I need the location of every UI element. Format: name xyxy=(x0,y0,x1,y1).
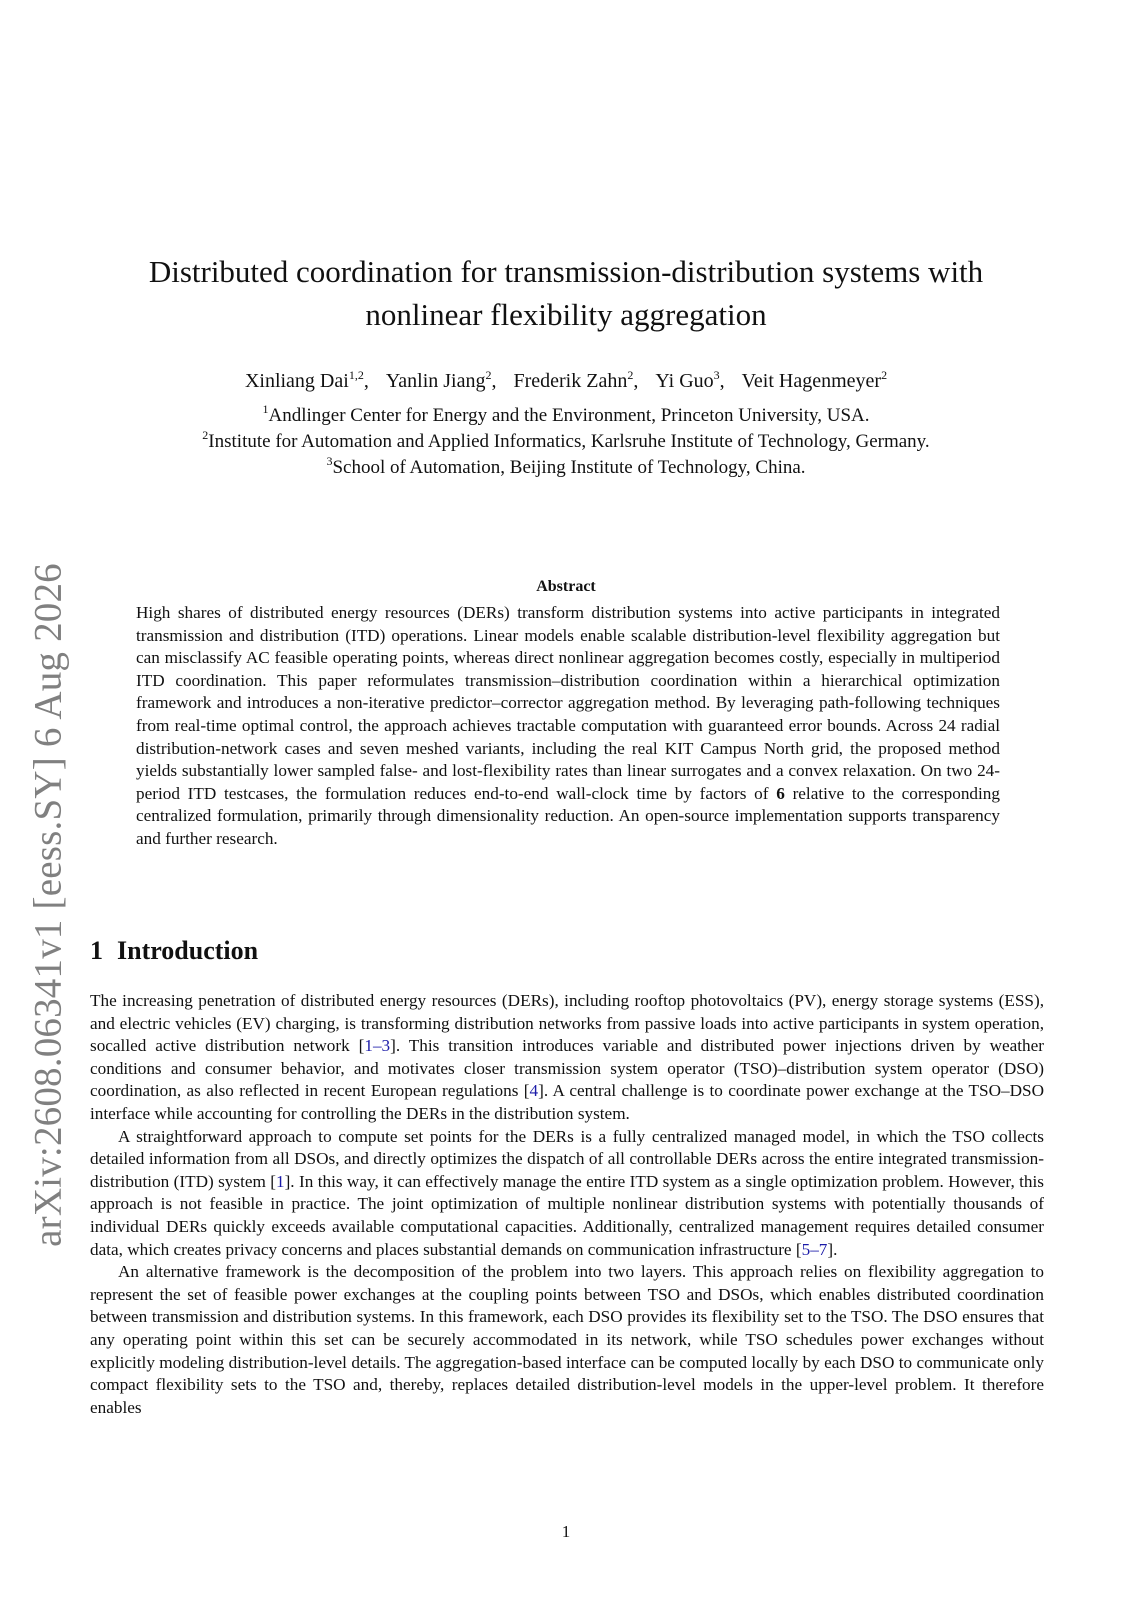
author: Yi Guo$^3$, xyxy=(655,368,725,392)
section-body xyxy=(90,990,1044,1419)
abstract-bold-factor: 6 xyxy=(776,783,785,803)
citation-link[interactable]: 4 xyxy=(529,1081,539,1101)
title-line-1: Distributed coordination for transmission-distribution systems with xyxy=(148,254,984,289)
abstract-heading: Abstract xyxy=(536,578,596,595)
author: Veit Hagenmeyer$^2$ xyxy=(741,368,888,392)
citation-link[interactable]: 5–7 xyxy=(801,1239,828,1259)
arxiv-identifier-stamp: arXiv:2608.06341v1 [eess.SY] 6 Aug 2026 xyxy=(26,563,70,1247)
affiliation: $^2$Institute for Automation and Applied Informatics, Karlsruhe Institute of Technology, Germany. xyxy=(202,428,930,452)
section-title: Introduction xyxy=(117,936,259,965)
page-number: 1 xyxy=(561,1522,571,1541)
affiliation: $^3$School of Automation, Beijing Institute of Technology, China. xyxy=(326,454,806,478)
citation-link[interactable]: 1–3 xyxy=(364,1036,391,1056)
paragraph: A straightforward approach to compute set points for the DERs is a fully centralized managed model, in which the TSO collects detailed information from all DSOs, and directly optimizes the dispatch of all controllable DERs across the entire integrated transmission-distribution (ITD) system [1]. In this way, it can effectively manage the entire ITD system as a single optimization problem. However, this approach is not feasible in practice. The joint optimization of multiple nonlinear distribution systems with potentially thousands of individual DERs quickly exceeds available computational capacities. Additionally, centralized management requires detailed consumer data, which creates privacy concerns and places substantial demands on communication infrastructure [5–7]. xyxy=(90,1126,1044,1259)
author-list xyxy=(0,370,1132,393)
author: Xinliang Dai$^{1,2}$, xyxy=(244,368,369,392)
affiliation-list xyxy=(0,403,1132,481)
section-number: 1 xyxy=(90,936,103,965)
author: Yanlin Jiang$^2$, xyxy=(385,368,497,392)
citation-link[interactable]: 1 xyxy=(275,1171,285,1191)
paragraph: The increasing penetration of distributed energy resources (DERs), including rooftop photovoltaics (PV), energy storage systems (ESS), and electric vehicles (EV) charging, is transforming distribution networks from passive loads into active participants in system operation, socalled active distribution network [1–3]. This transition introduces variable and distributed power injections driven by weather conditions and consumer behavior, and motivates closer transmission system operator (TSO)–distribution system operator (DSO) coordination, as also reflected in recent European regulations [4]. A central challenge is to coordinate power exchange at the TSO–DSO interface while accounting for controlling the DERs in the distribution system. xyxy=(90,991,1044,1123)
author: Frederik Zahn$^2$, xyxy=(513,368,639,392)
section-heading xyxy=(90,936,258,966)
affiliation: $^1$Andlinger Center for Energy and the Environment, Princeton University, USA. xyxy=(262,402,870,426)
paragraph: An alternative framework is the decomposition of the problem into two layers. This approach relies on flexibility aggregation to represent the set of feasible power exchanges at the coupling points between TSO and DSOs, which enables distributed coordination between transmission and distribution systems. In this framework, each DSO provides its flexibility set to the TSO. The DSO ensures that any operating point within this set can be securely accommodated in its network, while TSO schedules power exchanges without explicitly modeling distribution-level details. The aggregation-based interface can be computed locally by each DSO to communicate only compact flexibility sets to the TSO and, thereby, replaces detailed distribution-level models in the upper-level problem. It therefore enables xyxy=(90,1262,1044,1417)
paper-title xyxy=(0,250,1132,336)
abstract-text: High shares of distributed energy resources (DERs) transform distribution systems into active participants in integrated transmission and distribution (ITD) operations. Linear models enable scalable distribution-level flexibility aggregation but can misclassify AC feasible operating points, whereas direct nonlinear aggregation becomes costly, especially in multiperiod ITD coordination. This paper reformulates transmission–distribution coordination within a hierarchical optimization framework and introduces a non-iterative predictor–corrector aggregation method. By leveraging path-following techniques from real-time optimal control, the approach achieves tractable computation with guaranteed error bounds. Across 24 radial distribution-network cases and seven meshed variants, including the real KIT Campus North grid, the proposed method yields substantially lower sampled false- and lost-flexibility rates than linear surrogates and a convex relaxation. On two 24-period ITD testcases, the formulation reduces end-to-end wall-clock time by factors of 6 relative to the corresponding centralized formulation, primarily through dimensionality reduction. An open-source implementation supports transparency and further research. xyxy=(136,603,1000,848)
title-line-2: nonlinear flexibility aggregation xyxy=(365,297,767,332)
